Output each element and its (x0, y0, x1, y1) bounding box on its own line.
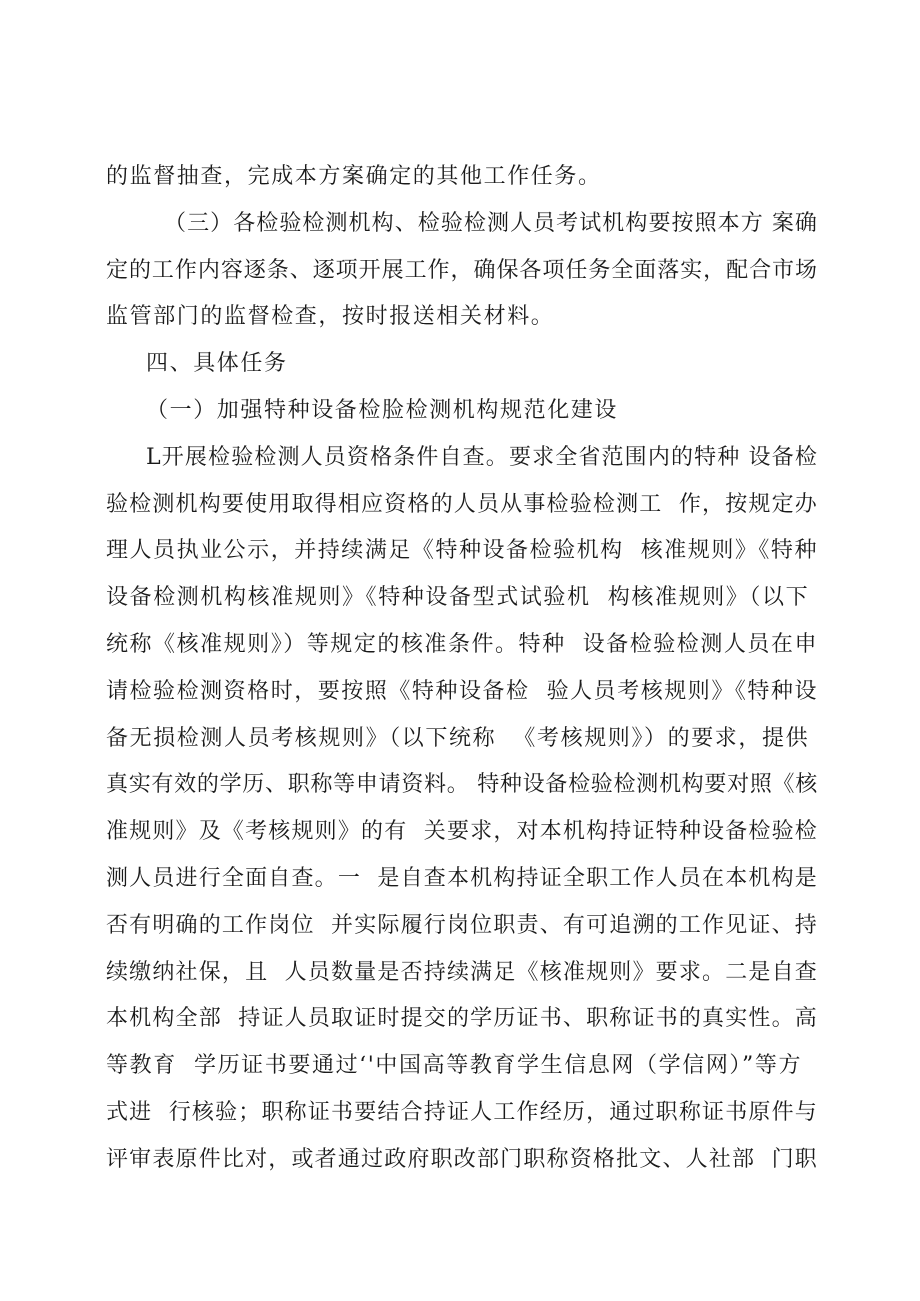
paragraph-line-1: 的监督抽查，完成本方案确定的其他工作任务。 (106, 164, 602, 189)
section-heading: 四、具体任务 (146, 351, 288, 377)
paragraph-line-13: 备无损检测人员考核规则》（以下统称 《考核规则》）的要求，提供 (106, 725, 810, 751)
paragraph-line-14: 真实有效的学历、职称等申请资料。 特种设备检验检测机构要对照《核 (106, 772, 818, 798)
paragraph-line-19: 本机构全部 持证人员取证时提交的学历证书、职称证书的真实性。高 (106, 1006, 818, 1032)
paragraph-line-22: 评审表原件比对，或者通过政府职改部门职称资格批文、人社部 门职 (106, 1146, 818, 1172)
paragraph-line-3: 定的工作内容逐条、逐项开展工作，确保各项任务全面落实，配合市场 (106, 257, 818, 283)
paragraph-line-7: L开展检验检测人员资格条件自查。要求全省范围内的特种 设备检 (146, 444, 818, 470)
subsection-heading: （一）加强特种设备检脸检测机构规范化建设 (146, 397, 619, 423)
paragraph-line-20: 等教育 学历证书要通过‘'中国高等教育学生信息网（学信网）”等方 (106, 1053, 803, 1079)
paragraph-line-9: 理人员执业公示，并持续满足《特种设备检验机构 核准规则》《特种 (106, 538, 818, 564)
paragraph-line-12: 请检验检测资格时，要按照《特种设备检 验人员考核规则》《特种设 (106, 678, 818, 704)
paragraph-line-10: 设备检测机构核准规则》《特种设备型式试验机 构核准规则》（以下 (106, 585, 810, 611)
paragraph-line-18: 续缴纳社保，且 人员数量是否持续满足《核准规则》要求。二是自查 (106, 959, 818, 985)
paragraph-line-11: 统称《核准规则》）等规定的核准条件。特种 设备检验检测人员在申 (106, 631, 818, 657)
paragraph-line-21: 式进 行核验；职称证书要结合持证人工作经历，通过职称证书原件与 (106, 1099, 818, 1125)
paragraph-line-15: 准规则》及《考核规则》的有 关要求，对本机构持证特种设备检验检 (106, 819, 818, 845)
paragraph-line-2: （三）各检验检测机构、检验检测人员考试机构要按照本方 案确 (164, 210, 818, 236)
paragraph-line-8: 验检测机构要使用取得相应资格的人员从事检验检测工 作，按规定办 (106, 491, 818, 517)
document-body (106, 154, 818, 1184)
paragraph-line-4: 监管部门的监督检查，按时报送相关材料。 (106, 304, 555, 330)
paragraph-line-17: 否有明确的工作岗位 并实际履行岗位职责、有可追溯的工作见证、持 (106, 912, 818, 938)
paragraph-line-16: 测人员进行全面自查。一 是自查本机构持证全职工作人员在本机构是 (106, 865, 818, 891)
